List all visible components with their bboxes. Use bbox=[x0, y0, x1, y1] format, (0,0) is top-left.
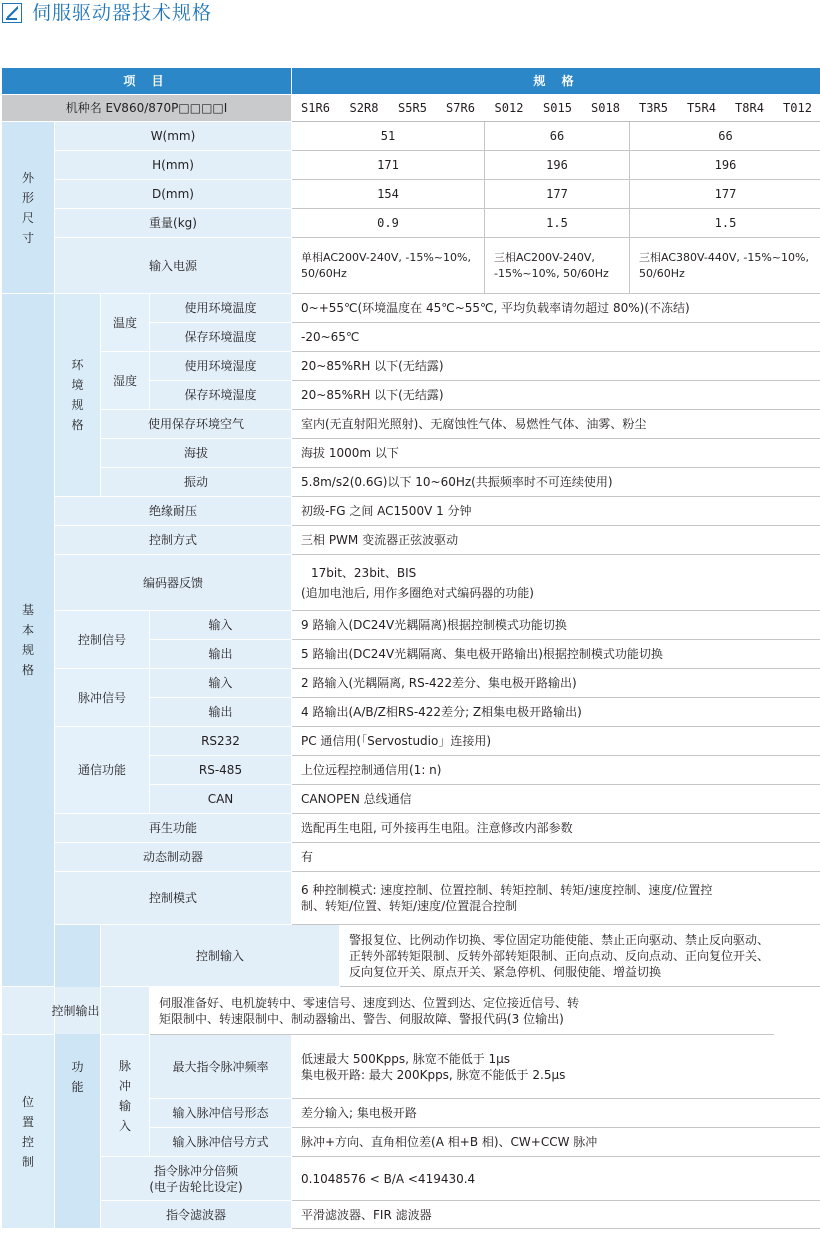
ctrl-output-line2: 矩限制中、转速限制中、制动器输出、警告、伺服故障、警报代码(3 位输出) bbox=[159, 1011, 564, 1026]
insulation-value: 初级-FG 之间 AC1500V 1 分钟 bbox=[292, 497, 820, 526]
ratio-label-line2: (电子齿轮比设定) bbox=[149, 1179, 243, 1194]
max-freq-value bbox=[292, 1035, 820, 1099]
temp-store-value: -20~65℃ bbox=[292, 323, 820, 352]
altitude-value: 海拔 1000m 以下 bbox=[292, 439, 820, 468]
dyn-brake-value: 有 bbox=[292, 843, 820, 872]
comm-value: 上位远程控制通信用(1: n) bbox=[292, 756, 820, 785]
model-code: T8R4 bbox=[726, 95, 774, 122]
vibration-row bbox=[2, 468, 820, 497]
regen-value: 选配再生电阻, 可外接再生电阻。注意修改内部参数 bbox=[292, 814, 820, 843]
comm-label: RS-485 bbox=[150, 756, 292, 785]
altitude-row bbox=[2, 439, 820, 468]
model-code: S1R6 bbox=[292, 95, 340, 122]
encoder-row bbox=[2, 555, 820, 611]
header-item: 项 目 bbox=[2, 68, 292, 95]
filter-value: 平滑滤波器、FIR 滤波器 bbox=[292, 1201, 820, 1229]
ratio-label-line1: 指令脉冲分倍频 bbox=[153, 1163, 238, 1178]
dim-row-weight bbox=[2, 209, 820, 238]
ctrl-mode-line1: 6 种控制模式: 速度控制、位置控制、转矩控制、转矩/速度控制、速度/位置控 bbox=[301, 883, 713, 897]
dim-value: 66 bbox=[630, 122, 820, 151]
ratio-row bbox=[2, 1157, 820, 1201]
model-label: 机种名 EV860/870P□□□□Ⅰ bbox=[2, 95, 292, 122]
humid-store-value: 20~85%RH 以下(无结露) bbox=[292, 381, 820, 410]
pulse-signal-in-label: 输入 bbox=[150, 669, 292, 698]
model-code: S7R6 bbox=[437, 95, 485, 122]
humid-use-value: 20~85%RH 以下(无结露) bbox=[292, 352, 820, 381]
max-freq-line1: 低速最大 500Kpps, 脉宽不能低于 1μs bbox=[301, 1051, 511, 1066]
ctrl-input-label: 控制输入 bbox=[101, 925, 340, 987]
page-title: 伺服驱动器技术规格 bbox=[32, 2, 213, 24]
ctrl-mode-value bbox=[292, 872, 820, 925]
encoder-line2: (追加电池后, 用作多圈绝对式编码器的功能) bbox=[301, 585, 534, 600]
humid-use-label: 使用环境湿度 bbox=[150, 352, 292, 381]
env-group: 环境规格 bbox=[55, 294, 101, 497]
comm-value: PC 通信用(「Servostudio」连接用) bbox=[292, 727, 820, 756]
power-row bbox=[2, 238, 820, 294]
dim-value: 171 bbox=[292, 151, 485, 180]
ctrl-input-value bbox=[340, 925, 820, 987]
function-group: 功能 bbox=[55, 925, 101, 1229]
power-value: 三相AC200V-240V, -15%~10%, 50/60Hz bbox=[485, 238, 630, 294]
ctrl-signal-in-row bbox=[2, 611, 820, 640]
dyn-brake-row bbox=[2, 843, 820, 872]
control-method-row bbox=[2, 526, 820, 555]
basic-group: 基本规格 bbox=[2, 294, 55, 987]
dim-label: H(mm) bbox=[55, 151, 292, 180]
dyn-brake-label: 动态制动器 bbox=[55, 843, 292, 872]
comm-value: CANOPEN 总线通信 bbox=[292, 785, 820, 814]
dim-value: 177 bbox=[485, 180, 630, 209]
comm-rs232-row bbox=[2, 727, 820, 756]
pulse-mode-label: 输入脉冲信号方式 bbox=[150, 1128, 292, 1157]
pulse-mode-value: 脉冲+方向、直角相位差(A 相+B 相)、CW+CCW 脉冲 bbox=[292, 1128, 820, 1157]
dim-value: 1.5 bbox=[630, 209, 820, 238]
temp-use-value: 0~+55℃(环境温度在 45℃~55℃, 平均负载率请勿超过 80%)(不冻结) bbox=[292, 294, 820, 323]
model-code: S5R5 bbox=[389, 95, 437, 122]
dim-row-w bbox=[2, 122, 820, 151]
ctrl-signal-group: 控制信号 bbox=[55, 611, 150, 669]
model-code: T5R4 bbox=[678, 95, 726, 122]
max-freq-row bbox=[2, 1035, 820, 1099]
ctrl-signal-out-label: 输出 bbox=[150, 640, 292, 669]
encoder-value bbox=[292, 555, 820, 611]
spec-table bbox=[1, 67, 820, 1229]
dim-value: 196 bbox=[630, 151, 820, 180]
dim-value: 66 bbox=[485, 122, 630, 151]
ctrl-output-label: 控制输出 bbox=[2, 987, 150, 1035]
model-code: S2R8 bbox=[340, 95, 389, 122]
air-label: 使用保存环境空气 bbox=[101, 410, 292, 439]
ctrl-mode-label: 控制模式 bbox=[55, 872, 292, 925]
comm-label: RS232 bbox=[150, 727, 292, 756]
humid-use-row bbox=[2, 352, 820, 381]
pulse-signal-out-value: 4 路输出(A/B/Z相RS-422差分; Z相集电极开路输出) bbox=[292, 698, 820, 727]
ctrl-input-line2: 正转外部转矩限制、反转外部转矩限制、正向点动、反向点动、正向复位开关、 bbox=[349, 948, 770, 963]
pulse-signal-group: 脉冲信号 bbox=[55, 669, 150, 727]
ctrl-input-line3: 反向复位开关、原点开关、紧急停机、伺服使能、增益切换 bbox=[349, 964, 662, 979]
insulation-label: 绝缘耐压 bbox=[55, 497, 292, 526]
dim-label: W(mm) bbox=[55, 122, 292, 151]
model-code: S018 bbox=[582, 95, 630, 122]
page-header bbox=[0, 0, 820, 30]
header-spec: 规 格 bbox=[292, 68, 820, 95]
dim-value: 0.9 bbox=[292, 209, 485, 238]
model-code: T3R5 bbox=[630, 95, 678, 122]
humid-store-label: 保存环境湿度 bbox=[150, 381, 292, 410]
dim-value: 196 bbox=[485, 151, 630, 180]
model-row bbox=[2, 95, 820, 122]
regen-row bbox=[2, 814, 820, 843]
pulse-signal-out-label: 输出 bbox=[150, 698, 292, 727]
temp-group: 温度 bbox=[101, 294, 150, 352]
vibration-label: 振动 bbox=[101, 468, 292, 497]
air-row bbox=[2, 410, 820, 439]
edit-icon bbox=[2, 3, 22, 23]
ctrl-input-row bbox=[2, 925, 820, 987]
table-header-row bbox=[2, 68, 820, 95]
ctrl-input-line1: 警报复位、比例动作切换、零位固定功能使能、禁止正向驱动、禁止反向驱动、 bbox=[349, 932, 770, 947]
model-code: S012 bbox=[485, 95, 534, 122]
air-value: 室内(无直射阳光照射)、无腐蚀性气体、易燃性气体、油雾、粉尘 bbox=[292, 410, 820, 439]
comm-group: 通信功能 bbox=[55, 727, 150, 814]
dim-label: D(mm) bbox=[55, 180, 292, 209]
insulation-row bbox=[2, 497, 820, 526]
model-code: S015 bbox=[534, 95, 582, 122]
max-freq-line2: 集电极开路: 最大 200Kpps, 脉宽不能低于 2.5μs bbox=[301, 1067, 566, 1082]
encoder-line1: 17bit、23bit、BIS bbox=[311, 565, 417, 580]
ratio-label bbox=[101, 1157, 292, 1201]
pulse-signal-in-row bbox=[2, 669, 820, 698]
temp-use-label: 使用环境温度 bbox=[150, 294, 292, 323]
ctrl-output-value bbox=[150, 987, 774, 1035]
altitude-label: 海拔 bbox=[101, 439, 292, 468]
control-method-value: 三相 PWM 变流器正弦波驱动 bbox=[292, 526, 820, 555]
ctrl-signal-out-value: 5 路输出(DC24V光耦隔离、集电极开路输出)根据控制模式功能切换 bbox=[292, 640, 820, 669]
ctrl-mode-line2: 制、转矩/位置、转矩/速度/位置混合控制 bbox=[301, 899, 518, 913]
vibration-value: 5.8m/s2(0.6G)以下 10~60Hz(共振频率时不可连续使用) bbox=[292, 468, 820, 497]
pulse-signal-in-value: 2 路输入(光耦隔离, RS-422差分、集电极开路输出) bbox=[292, 669, 820, 698]
ctrl-output-line1: 伺服准备好、电机旋转中、零速信号、速度到达、位置到达、定位接近信号、转 bbox=[159, 995, 580, 1010]
dim-label: 重量(kg) bbox=[55, 209, 292, 238]
dim-row-h bbox=[2, 151, 820, 180]
ctrl-signal-in-label: 输入 bbox=[150, 611, 292, 640]
humid-group: 湿度 bbox=[101, 352, 150, 410]
max-freq-label: 最大指令脉冲频率 bbox=[150, 1035, 292, 1099]
regen-label: 再生功能 bbox=[55, 814, 292, 843]
dimensions-group: 外形尺寸 bbox=[2, 122, 55, 294]
encoder-label: 编码器反馈 bbox=[55, 555, 292, 611]
model-code: T012 bbox=[774, 95, 820, 122]
dim-value: 154 bbox=[292, 180, 485, 209]
ctrl-signal-in-value: 9 路输入(DC24V光耦隔离)根据控制模式功能切换 bbox=[292, 611, 820, 640]
temp-store-label: 保存环境温度 bbox=[150, 323, 292, 352]
dim-row-d bbox=[2, 180, 820, 209]
power-value: 三相AC380V-440V, -15%~10%, 50/60Hz bbox=[630, 238, 820, 294]
pulse-form-value: 差分输入; 集电极开路 bbox=[292, 1099, 820, 1128]
temp-use-row bbox=[2, 294, 820, 323]
pulse-form-label: 输入脉冲信号形态 bbox=[150, 1099, 292, 1128]
ctrl-mode-row bbox=[2, 872, 820, 925]
filter-label: 指令滤波器 bbox=[101, 1201, 292, 1229]
comm-label: CAN bbox=[150, 785, 292, 814]
dim-value: 51 bbox=[292, 122, 485, 151]
ctrl-output-row bbox=[2, 987, 820, 1035]
ratio-value: 0.1048576 < B/A <419430.4 bbox=[292, 1157, 820, 1201]
filter-row bbox=[2, 1201, 820, 1229]
dim-value: 177 bbox=[630, 180, 820, 209]
power-value: 单相AC200V-240V, -15%~10%, 50/60Hz bbox=[292, 238, 485, 294]
pos-ctrl-group: 位置控制 bbox=[2, 1035, 55, 1229]
pulse-input-group: 脉冲输入 bbox=[101, 1035, 150, 1157]
power-label: 输入电源 bbox=[55, 238, 292, 294]
dim-value: 1.5 bbox=[485, 209, 630, 238]
control-method-label: 控制方式 bbox=[55, 526, 292, 555]
